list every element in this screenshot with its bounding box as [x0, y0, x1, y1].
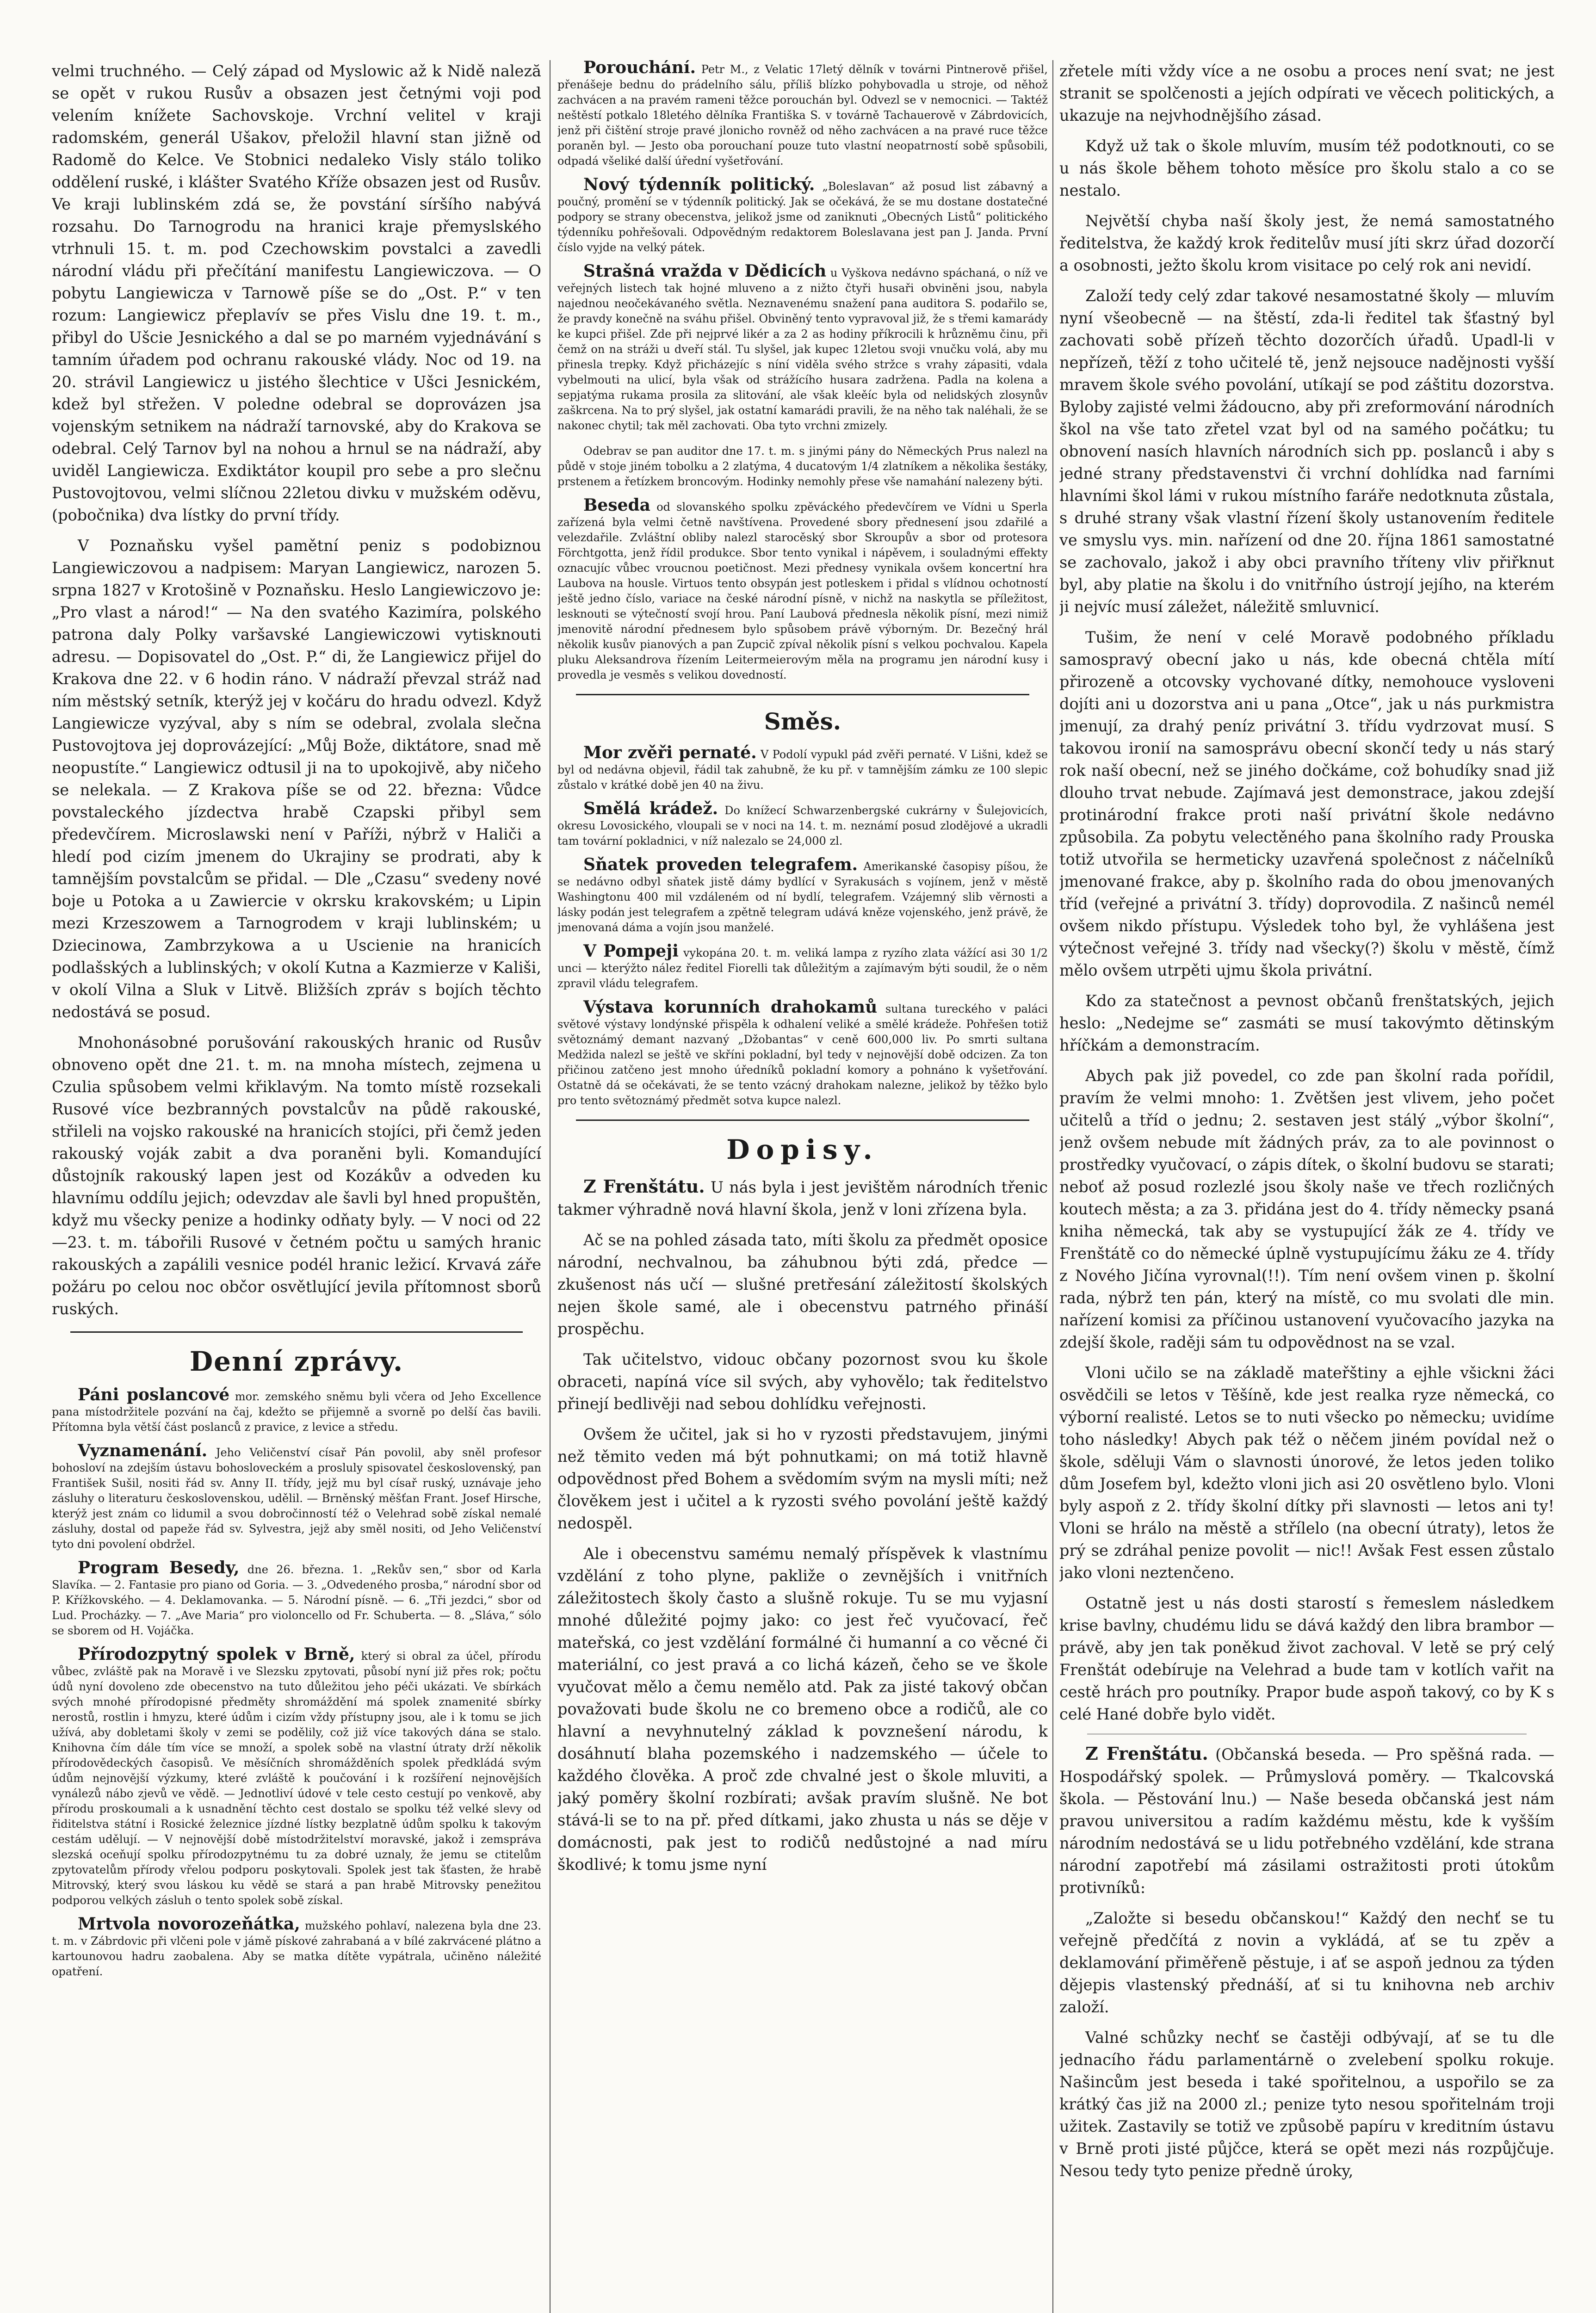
paragraph: Ale i obecenstvu samému nemalý příspěvek k vlastnímu vzdělání z toho plyne, pakliže o zevnějších i vnitřních záležitostech školy často a slušně rokuje. Tu se mu vyjasní mnohé důležité pojmy jako: co jest řeč vyučovací, řeč mateřská, co jest vzdělání formálné či humanní a co věcné či materiální, co jest pravá a co lichá kázeň, čeho se ve škole vyučovat mělo a čemu nemělo atd. Pak za jisté takový občan považovati bude školu ne co bremeno obce a rodičů, ale co hlavní a nevyhnutelný základ k povznešení národu, k dosáhnutí blaha pozemského i nadzemského — účele to každého člověka. A proč zde chvalné jest o škole mluviti, a jaký poměry školní rozbírati; avšak pravím slušně. Ne bot stává-li se to na př. před dítkami, jako zhusta u nás se děje v domácnosti, pak jest to rodičů nedůstojné a nad míru škodlivé; k tomu jsme nyní — [557, 1545, 1048, 1874]
paragraph: V Poznaňsku vyšel pamětní peniz s podobiznou Langiewiczovou a nadpisem: Maryan Langiewicz, narozen 5. srpna 1827 v Krotošině v Poznaňsku. Heslo Langiewiczovo je: „Pro vlast a národ!“ — Na den svatého Kazimíra, polského patrona daly Polky varšavské Langiewiczowi vytisknouti adresu. — Dopisovatel do „Ost. P.“ di, že Langiewicz přijel do Krakova dne 22. v 6 hodin ráno. V nádraží převzal stráž nad ním městský setník, kterýž jej v kočáru do hradu odvezl. Když Langiewicze vyzýval, aby s ním se odebral, zvolala slečna Pustovojtova jej doprovázející: „Můj Bože, diktátore, snad mě neopustíte.“ Langiewicz odtusil ji na to upokojivě, aby ničeho se nelekala. — Z Krakova píše se od 22. března: Vůdce povstaleckého jízdectva hrabě Czapski přibyl sem předevčírem. Microslawski není v Paříži, nýbrž v Haliči a hledí pod cizím jmenem do Ukrajiny se prodrati, aby k tamnějším povstalcům se přidal. — Dle „Czasu“ svedeny nové boje u Potoka a u Zawiercie v okrsku krakovském; u Lipin mezi Krzeszowem a Tarnogrodem v kraji lublinském; u Dziecinowa, Zambrzykowa a u Uscienie na hranicích podlašských a lublinských; v okolí Kutna a Kazmierze v Kališi, v okolí Vilna a Sluk v Litvě. Bližších zpráv s bojích těchto nedostává se posud. — [52, 537, 541, 1021]
dateline: Z Frenštátu. — [583, 1176, 705, 1197]
news-item: Smělá krádež. Do knížecí Schwarzenbergské cukrárny v Šulejovicích, okresu Lovosického, vloupali se v noci na 14. t. m. neznámí posud zlodějové a ukradli tam tovární pokladnici, v níž nalezalo se 24,000 zl. — [557, 799, 1048, 847]
paragraph: Abych pak již povedel, co zde pan školní rada pořídil, pravím že velmi mnoho: 1. Zvětšen jest vlivem, jeho počet učitelů a tříd o jednu; 2. sestaven jest stálý „výbor školní“, jenž ovšem nebude mít žádných práv, za to ale povinnost o prostředky vyučovací, o zápis dítek, o školní budovu se starati; neboť až posud rozlezlé jsou školy naše ve třech rozličných koutech města; a za 3. přidána jest do 4. třídy německy psaná kniha německá, tak aby se vystupující žák ze 4. třídy ve Frenštátě co do německé úplně vystupujícímu žáku ze 4. třídy z Nového Jičína vyrovnal(!!). Tím není ovšem vinen p. školní rada, nýbrž ten pán, který na místě, co mu svolati dle min. nařízení komisi za příčinou ustanovení vyučovacího jazyka na zdejší škole, raději sám tu odpovědnost na se vzal. — [1059, 1067, 1554, 1351]
paragraph: Tušim, že není v celé Moravě podobného příkladu samospravý obecní jako u nás, kde obecná chtěla mítí přirozeně a otcovsky vychované dítky, nemohouce vysloveni dojíti ani u dozorstva ani u pana „Otce“, jak u nás purkmistra jmenují, za drahý peníz privátní 3. třídu vydrzovat musí. S takovou ironií na samosprávu obecní skončí tedy u nás starý rok naší obecní, než se jiného dočkáme, což bohudíky snad již dlouho trvat nebude. Zajímavá jest demonstrace, jakou zdejší protinárodní frakce proti naší privátní škole nedávno způsobila. Za pobytu velectěného pana školního rady Prouska totiž utvořila se hermeticky uzavřená společnost z náčelníků jmenované frakce, aby p. školního rada do obou jmenovaných tříd (veřejné a privátní 3. třídy) doprovodila. Z našinců nemél ovšem nikdo přístupu. Výsledek toho byl, že vyhlášena jest výtečnost veřejné 3. třídy nad všecky(?) školu v městě, čímž mělo ovšem utrpěti ujmu škola privátní. — [1059, 628, 1554, 979]
paragraph: Mnohonásobné porušování rakouských hranic od Rusův obnoveno opět dne 21. t. m. na mnoha místech, zejmena u Czulia spůsobem velmi křiklavým. Na tomto místě rozsekali Rusové více bezbranných povstalcův na půdě rakouské, střileli na vojsko rakouské na hranicích stojíci, při čemž jeden rakouský voják zabit a dva poraněni byli. Komandující důstojník rakouský lapen jest od Kozákův a odveden ku hlavnímu oddílu jejich; odevzdav ale šavli byl hned propuštěn, když mu všecky penize a hodinky odňaty byly. — V noci od 22—23. t. m. tábořili Rusové v četném počtu u samých hranic rakouských a zapálili vesnice podél hranic ležicí. Krvavá záře požáru po celou noc občor osvětlující jevila přítomnost sborů ruských. — [52, 1033, 541, 1318]
section-heading-denni-zpravy: Denní zprávy. — [189, 1346, 404, 1377]
column-rule — [550, 60, 551, 2313]
paragraph: Vloni učilo se na základě mateřštiny a ejhle všickni žáci osvědčili se letos v Těšíně, kde jest realka ryze německá, co výborní realisté. Letos se to nuti všecko po německu; uvidíme toho následky! Abych pak též o něčem jiném povídal než o škole, sděluji Vám o slavnosti únorové, že letos jeden toliko dům Josefem byl, kdežto vloni jich asi 20 osvětleno bylo. Vloni byly aspoň z 2. třídy školní dítky při slavnosti — letos ani ty! Vloni se hrálo na městě a střílelo (na obecní útraty), letos že prý se zdráhal penize povolit — nic!! Avšak Fest essen zůstalo jako vloni neztenčeno. — [1059, 1364, 1554, 1582]
section-divider — [70, 1331, 523, 1333]
paragraph: Ač se na pohled zásada tato, míti školu za předmět oposice národní, nechvalnou, ba záhubnou býti zdá, předce — zkušenost nás učí — slušné pretřesání záležitostí školských nejen škole samé, ale i obecenstvu patrného přináší prospěchu. — [557, 1231, 1048, 1338]
section-divider — [576, 694, 1029, 695]
section-heading-dopisy: Dopisy. — [726, 1134, 879, 1165]
section-heading-smes: Směs. — [764, 708, 841, 735]
paragraph: velmi truchného. — Celý západ od Myslowic až k Nidě naleză se opět v rukou Rusův a obsazen jest četnými voji pod velením knížete Sachovskoje. Vrchní velitel v kraji radomském, generál Ušakov, přeložil hlavní stan jižně od Radomě do Kelce. Ve Stobnici nedaleko Visly stálo toliko oddělení ruské, i klášter Svatého Kříže obsazen jest od Rusův. Ve kraji lublinském zdá se, že povstání síršího nabývá rozsahu. Do Tarnogrodu na hranici kraje přemyslského vtrhnuli 15. t. m. pod Czechowskim povstalci a zavedli národní vládu při přečítání manifestu Langiewiczova. — O pobytu Langiewicza v Tarnowě píše se do „Ost. P.“ v ten rozum: Langiewicz přeplavív se přes Vislu dne 19. t. m., přibyl do Ušcie Jesnického a dal se po marném vyjednávání s tamním úřadem pod ochranu rakouské vlády. Noc od 19. na 20. strávil Langiewicz u jistého šlechtice v Ušci Jesnickém, kdež byl střežen. V poledne odebral se doprovázen jsa vojenským setnikem na nádraží tarnovské, aby do Krakova se odebral. Celý Tarnov byl na nohou a hrnul se na nádraží, aby uviděl Langiewicza. Exdiktátor koupil pro sebe a pro slečnu Pustovojtovou, velmi slíčnou 22letou divku v mužském oděvu, (pobočnika) dva lístky do první třídy. — [52, 62, 541, 524]
paragraph: „Založte si besedu občanskou!“ Každý den nechť se tu veřejně předčítá z novin a vykládá, ať se tu zpěv a deklamování přiměřeně pěstuje, i ať se aspoň jednou za týden dějepis vlastenský přednáší, ať si tu knihovna neb archiv založí. — [1059, 1909, 1554, 2016]
news-item: Páni poslancové mor. zemského sněmu byli včera od Jeho Excellence pana místodržitele pozvání na čaj, kdežto se přijemně a svorně po delší čas bavili. Přítomna byla větší část poslanců z pravice, z levice a středu. — [52, 1385, 541, 1434]
column-3 — [1059, 60, 1554, 2313]
column-1 — [52, 60, 541, 2313]
paragraph: Valné schůzky nechť se častěji odbývají, ať se tu dle jednacího řádu parlamentárně o zvelebení spolku rokuje. Našincům jest beseda i také spořitelnou, a uspořilo se za krátký čas již na 2000 zl.; penize tyto nesou spořitelnám troji užitek. Zastavily se totiž ve způsobě papíru v kreditním ústavu v Brně proti jisté půjčce, která se opět mezi nás rozpůjčuje. Nesou tedy tyto penize předně úroky, — [1059, 2029, 1554, 2180]
news-item: Sňatek proveden telegrafem. Amerikanské časopisy píšou, že se nedávno odbyl sňatek jistě dámy bydlící v Syrakusách s vojínem, jenž v městě Washingtonu 400 mil vzdáleném od ní bydlí, telegrafem. Vzájemný slib věrnosti a lásky podán jest telegrafem a zpětně telegram udává kněze vojenského, jenž právě, že jmenovaná dáma a vojín jsou manželé. — [557, 855, 1048, 934]
paragraph: zřetele míti vždy více a ne osobu a proces není svat; ne jest stranit se spolčenosti a jejích odpírati ve věcech politických, a ukazuje na nejvhodnějšího zásad. — [1059, 62, 1554, 124]
column-rule — [1052, 60, 1053, 2313]
news-item: Mrtvola novorozeňátka, mužského pohlaví, nalezena byla dne 23. t. m. v Zábrdovic při vlčeni pole v jámě pískové zahrabaná a v bílé zakrvácené plátno a kartounovou hadru zaobalena. Aby se matka dítěte vypátrala, učiněno náležité opatření. — [52, 1914, 541, 1978]
news-item: Strašná vražda v Dědicích u Vyškova nedávno spáchaná, o níž ve veřejných listech tak hojné mluveno a z nižto čtyři husaři obviněni jsou, nabyla najednou neočekávaného světla. Neznavenému snažení pana auditora S. podařilo se, že pravdy konečně na sváhu přišel. Obviněný tento vypravoval již, že s třemi kamarády ke kupci přišel. Zde při nejprvé likér a za 2 as hodiny příkrocili k hrůzněmu činu, při čemž on na stráži u dveří stál. Tu slyšel, jak kupec 12letou svoji vnučku volá, aby mu přinesla trepky. Když přicházejíc s níní viděla svého stržce s vrahy zápasiti, vdala vybelmouti na ulicí, byla však od strážícího husara zadržena. Padla na kolena a sepjatýma rukama prosila za slitování, ale však kleěíc byla od nelidských zlosynův zaškrcena. Na to prý slyšel, jak ostatní kamarádi pravili, že na něho tak naléhali, že se nakonec chytil; tak měl zachovati. Oba tyto vrchni zmizely. — [557, 261, 1048, 432]
news-item: Odebrav se pan auditor dne 17. t. m. s jinými pány do Německých Prus nalezl na půdě v stoje jiném tobolku a 2 zlatýma, 4 ducatovým 1/4 zlatníkem a několika šestáky, prstenem a řetízkem broncovým. Hodinky nemohly přese vše namahání nalezeny býti. — [557, 445, 1048, 488]
paragraph: Kdo za statečnost a pevnost občanů frenštatských, jejich heslo: „Nedejme se“ zasmáti se musí takovýmto dětinským hříčkám a demonstracím. — [1059, 992, 1554, 1054]
paragraph: U nás byla i jest jevištěm národních třenic takmer výhradně nová hlavní škola, jenž v loni zřízena byla. — [557, 1178, 1048, 1218]
news-item: Porouchání. Petr M., z Velatic 17letý dělník v továrni Pintnerově přišel, přenášeje bednu do prádelního sálu, příliš blízko pohybovadla u stroje, od něhož zachvácen a na pravém rameni těžce porouchán byl. Odvezl se v nemocnici. — Taktéž neštěstí potkalo 18letého dělníka Františka S. v továrně Tachauerově v Zábrdovicích, jenž při čištění stroje pravé jlonicho rovněž od něho zachvácen a na pravé ruce těžce poraněn byl. — Jesto oba porouchaní pouze tuto vlastní neopatrností sobě spůsobili, odpadá všeliké další úřední vyšetřování. — [557, 60, 1048, 167]
paragraph: Tak učitelstvo, vidouc občany pozornost svou ku škole obraceti, napíná více sil svých, aby vyhovělo; tak ředitelstvo přinejí bedlivěji nad sebou dohlídku veřejnosti. — [557, 1350, 1048, 1413]
news-item: Vyznamenání. Jeho Veličenství císař Pán povolil, aby sněl profesor bohosloví na zdejším ústavu bohosloveckém a prosluly spisovatel československý, pan František Sušil, nositi řád sv. Anny II. třídy, jejž mu byl císař ruský, uznávaje jeho zásluhy o literaturu československou, udělil. — Brněnský měšťan Frant. Josef Hirsche, kterýž jest znám co lidumil a svou dobročinností též o Velehrad sobě získal nemalé zásluhy, dostal od papeže řád sv. Sylvestra, jejž aby směl nositi, od Jeho Veličenství tyto dni povolení obdržel. — [52, 1441, 541, 1551]
paragraph: Když už tak o škole mluvím, musím též podotknouti, co se u nás škole během tohoto měsíce pro školu stalo a co se nestalo. — [1059, 137, 1554, 199]
news-item: Program Besedy, dne 26. března. 1. „Rekův sen,“ sbor od Karla Slavíka. — 2. Fantasie pro piano od Goria. — 3. „Odvedeného prosba,“ národní sbor od P. Křížkovského. — 4. Deklamovanka. — 5. Národní písně. — 6. „Tři jezdci,“ sbor od Lud. Procházky. — 7. „Ave Maria“ pro violoncello od Fr. Schuberta. — 8. „Sláva,“ sólo se sborem od H. Vojáčka. — [52, 1558, 541, 1637]
dateline: Z Frenštátu. — [1085, 1743, 1208, 1764]
news-item: Výstava korunních drahokamů sultana tureckého v paláci světové výstavy londýnské přispěla k odhalení veliké a smělé krádeže. Pohřešen totiž světoznámý demant nazvaný „Džobantas“ v ceně 600,000 liv. Po smrti sultana Medžida nalezl se ještě ve skříni pokladní, byl tedy v nejnovější době odcizen. Za ton přičinou zatčeno jest mnoho úředníků pokladní komory a pohnáno k vyšetřování. Ostatně dá se očekávati, že se tento vzácný drahokam nalezne, jelikož by těžko bylo pro tento světoznámý předmět sotva kupce nalezl. — [557, 997, 1048, 1107]
news-item: Beseda od slovanského spolku zpěváckého předevčírem ve Vídni u Sperla zařízená byla velmi četně navštívena. Provedené sbory přednesení jsou zdařilé a velezdařile. Zvláštní obliby nalezl starocěský sbor Skroupův a sbor od protesora Förchtgotta, jenž řídil produkce. Sbor tento vynikal i nápěvem, i souladnými effekty oznacujíc vůbec vroucnou poetičnost. Mezi přednesy vynikala ovšem koncertní hra Laubova na housle. Virtuos tento obsypán jest potleskem i přidal s vlídnou ochotností ještě jedno číslo, variace na české národní písně, v nichž na naskytla se příležitost, lesknouti se výtečností svojí hrou. Paní Laubová přednesla několik písní, mezi nimiž jmenovitě národní přednesem bylo spůsobem právě výborným. Dr. Bezečný hrál několik kusův pianových a pan Zupcič zpíval několik písní s velkou pochvalou. Kapela pluku Aleksandrova řízením Leitermeierovým měla na programu jen národní kusy i provedla je vesměs s velikou dovedností. — [557, 495, 1048, 681]
section-divider — [576, 1119, 1029, 1121]
paragraph: (Občanská beseda. — Pro spěšná rada. — Hospodářský spolek. — Průmyslová poměry. — Tkalcovská škola. — Pěstování lnu.) — Naše beseda občanská jest nám pravou universitou a radím každému městu, kde k vyšším národním nedostává se u lidu potřebného vzdělání, kde strana národní zapotřebí má zásilami ostražitosti proti útokům protivníků: — [1059, 1745, 1554, 1897]
paragraph: Ovšem že učitel, jak si ho v ryzosti představujem, jinými než těmito veden má být pohnutkami; on má totiž hlavně odpovědnost před Bohem a svědomím svým na mysli míti; než člověkem jest i učitel a k ryzosti svého povolání ještě každý nedospěl. — [557, 1425, 1048, 1532]
news-item: V Pompeji vykopána 20. t. m. veliká lampa z ryzího zlata vážící asi 30 1/2 unci — kterýžto nález ředitel Fiorelli tak důležitým a zajímavým býti soudil, že o něm zpravil vládu telegrafem. — [557, 941, 1048, 990]
news-item: Mor zvěři pernaté. V Podolí vypukl pád zvěři pernaté. V Lišni, kdež se byl od nedávna objevil, řádil tak zahubně, že ku př. v tamnějším zámku ze 100 slepic zůstalo v krátké době jen 40 na živu. — [557, 743, 1048, 792]
column-2 — [557, 60, 1048, 2313]
news-item: Přírodozpytný spolek v Brně, který si obral za účel, přírodu vůbec, zvláště pak na Moravě i ve Slezsku zpytovati, působí nyní již přes rok; počtu údů nyní dovoleno zde obecenstvo na tuto důležitou jeho péči ukázati. Ve sbírkách svých mnohé přírodopisné předměty shromáždění má spolek znamenité sbírky nerostů, rostlin i hmyzu, které údům i cizím vždy přístupny jsou, ale i k tomu se jich užívá, aby dobletami školy v zemi se podělily, což již více takových dána se stalo. Knihovna čím dále tím více se množí, a spolek sobě na vlastní útraty drží několik přírodovědeckých časopisů. Ve měsíčních shromážděních spolek předkládá svým údům nejnovější výzkumy, které zvláště k poučování i k rozšíření nejnovějších vynálezů nábo zjevů ve vědě. — Jednotliví údové v tele cesto cestují po venkově, aby přírodu proskoumali a k usnadnění těchto cest dostalo se spolku též velké slevy od řiditelstva státní i Rosické železnice jízdné lístky bezplatně údům spolku k takovým cestám udělují. — V nejnovější době místodržitelství moravské, jakož i zemspráva slezská oceňují spolku přírodozpytnému tu za dobré uznaly, že jemu se ctitelům zpytovatelům přírody vřelou podporu poskytovali. Spolek jest tak šťasten, že hrabě Mitrovský, který svou láskou ku vědě se stará a pan hrabě Mitrovsky penežitou podporou velkých zásluh o tento spolek sobě získal. — [52, 1645, 541, 1907]
paragraph: Ostatně jest u nás dosti starostí s řemeslem následkem krise bavlny, chudému lidu se dává každý den libra brambor — právě, aby jen tak poněkud život zachoval. V letě se prý celý Frenštát odebíruje na Velehrad a bude tam v kotlích vařit na cestě hrách pro poutníky. Prapor bude aspoň takový, co by K s celé Hané dobře bylo vidět. — [1059, 1594, 1554, 1723]
paragraph: Založí tedy celý zdar takové nesamostatné školy — mluvím nyní všeobecně — na štěstí, zda-li ředitel tak šťastný byl zachovati sobě přízeň těchto dozorčích úřadů. Upadl-li v nepřízeň, těží z toho učitelé tě, jenž nejsouce nadějnosti vyšší mravem škole svého povolání, utíkají se pod záštitu dozorstva. Byloby zajisté velmi žádoucno, aby při zreformování národních škol na vše tato zřetel vzat byl od na samého počátku; tu obnovení nasích hlavních národních sich pp. poslanců i aby s jedné strany představenstvi či vrchní dohlídka nad farními hlavními škol lámi v rukou místního faráře nedotknuta zůstala, s druhé strany však vlastní řízení školy ustanovením ředitele ve smyslu vys. min. nařízení od dne 20. října 1861 samostatné se zachovalo, jakož i aby obci pravního tříteny vliv přiřknut byl, aby platie na školu i do vnitřního ústrojí jejího, na kterém ji nejvíc musí záležet, náležitě smluvnicí. — [1059, 287, 1554, 616]
paragraph: Největší chyba naší školy jest, že nemá samostatného ředitelstva, že každý krok ředitelův musí jíti skrz úřad dozorčí a osobnosti, ježto školu krom visitace po celý rok ani nevidí. — [1059, 212, 1554, 274]
news-item: Nový týdenník politický. „Boleslavan“ až posud list zábavný a poučný, promění se v týdenník politický. Jak se očekává, že se mu dostane dostatečné podpory se strany obecenstva, jelikož jsme od zaniknuti „Obecných Listů“ politického týdenníku pohřešovali. Odpovědným redaktorem Boleslavana jest pan J. Janda. První číslo vyjde na velký pátek. — [557, 175, 1048, 254]
